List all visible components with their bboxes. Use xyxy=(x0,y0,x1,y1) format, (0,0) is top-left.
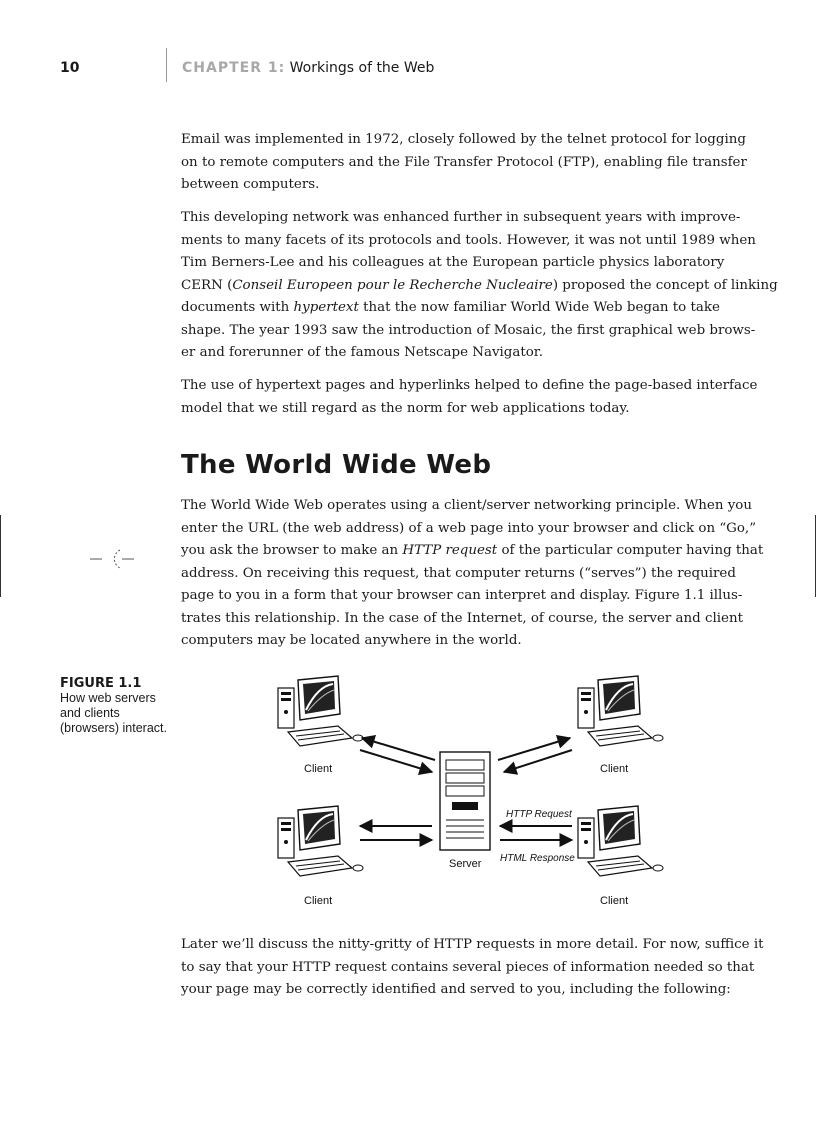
client-computer-icon xyxy=(278,806,363,876)
margin-rule-left xyxy=(0,515,1,597)
client-computer-icon xyxy=(578,676,663,746)
running-header xyxy=(182,60,434,76)
text-line: on to remote computers and the File Transfer Protocol (FTP), enabling file transfer xyxy=(181,154,747,170)
text-line: This developing network was enhanced further in subsequent years with improve- xyxy=(181,210,741,225)
text-line: your page may be correctly identified and served to you, including the following: xyxy=(181,982,731,997)
text-line: The World Wide Web operates using a client/server networking principle. When you xyxy=(181,498,752,513)
server-label: Server xyxy=(449,858,482,870)
crop-mark-icon xyxy=(90,546,134,572)
text-line: enter the URL (the web address) of a web page into your browser and click on “Go,” xyxy=(181,520,757,536)
server-icon xyxy=(440,752,490,850)
header-divider xyxy=(166,48,167,82)
text-line: Later we’ll discuss the nitty-gritty of HTTP requests in more detail. For now, suffice it xyxy=(181,937,764,952)
chapter-label: CHAPTER 1: xyxy=(182,60,286,76)
text-line: ments to many facets of its protocols and tools. However, it was not until 1989 when xyxy=(181,232,756,248)
paragraph-history xyxy=(181,207,778,365)
client-label: Client xyxy=(304,763,333,775)
figure-label: FIGURE 1.1 xyxy=(60,676,142,691)
text-line: between computers. xyxy=(181,177,320,192)
text-line: address. On receiving this request, that computer returns (“serves”) the required xyxy=(181,565,736,581)
http-request-label: HTTP Request xyxy=(506,809,572,820)
paragraph-hypertext xyxy=(181,375,756,420)
paragraph-http-details xyxy=(181,934,764,1002)
client-label: Client xyxy=(600,895,629,907)
client-computer-icon xyxy=(278,676,363,746)
html-response-label: HTML Response xyxy=(500,853,575,864)
text-line: er and forerunner of the famous Netscape Navigator. xyxy=(181,345,543,360)
text-line: trates this relationship. In the case of the Internet, of course, the server and client xyxy=(181,610,743,626)
text-line: computers may be located anywhere in the world. xyxy=(181,633,522,648)
text-line: model that we still regard as the norm for web applications today. xyxy=(181,400,630,416)
page-number: 10 xyxy=(60,60,80,76)
paragraph-email xyxy=(181,129,756,197)
paragraph-www xyxy=(181,495,764,653)
client-label: Client xyxy=(600,763,629,775)
client-server-diagram xyxy=(260,668,680,913)
text-line: you ask the browser to make an HTTP request of the particular computer having that xyxy=(181,543,764,558)
section-heading: The World Wide Web xyxy=(181,450,492,480)
text-line: CERN (Conseil Europeen pour le Recherche Nucleaire) proposed the concept of linking xyxy=(181,277,778,293)
text-line: to say that your HTTP request contains several pieces of information needed so that xyxy=(181,959,755,975)
text-line: Email was implemented in 1972, closely followed by the telnet protocol for logging xyxy=(181,132,746,147)
text-line: page to you in a form that your browser can interpret and display. Figure 1.1 illus- xyxy=(181,588,743,603)
text-line: shape. The year 1993 saw the introduction of Mosaic, the first graphical web brows- xyxy=(181,322,756,338)
figure-caption-text: How web servers and clients (browsers) interact. xyxy=(60,691,167,735)
figure-caption xyxy=(60,676,170,736)
text-line: The use of hypertext pages and hyperlinks helped to define the page-based interface xyxy=(181,378,758,393)
text-line: Tim Berners-Lee and his colleagues at the European particle physics laboratory xyxy=(181,255,725,270)
client-label: Client xyxy=(304,895,333,907)
client-computer-icon xyxy=(578,806,663,876)
chapter-title: Workings of the Web xyxy=(289,60,435,76)
text-line: documents with hypertext that the now familiar World Wide Web began to take xyxy=(181,300,720,315)
